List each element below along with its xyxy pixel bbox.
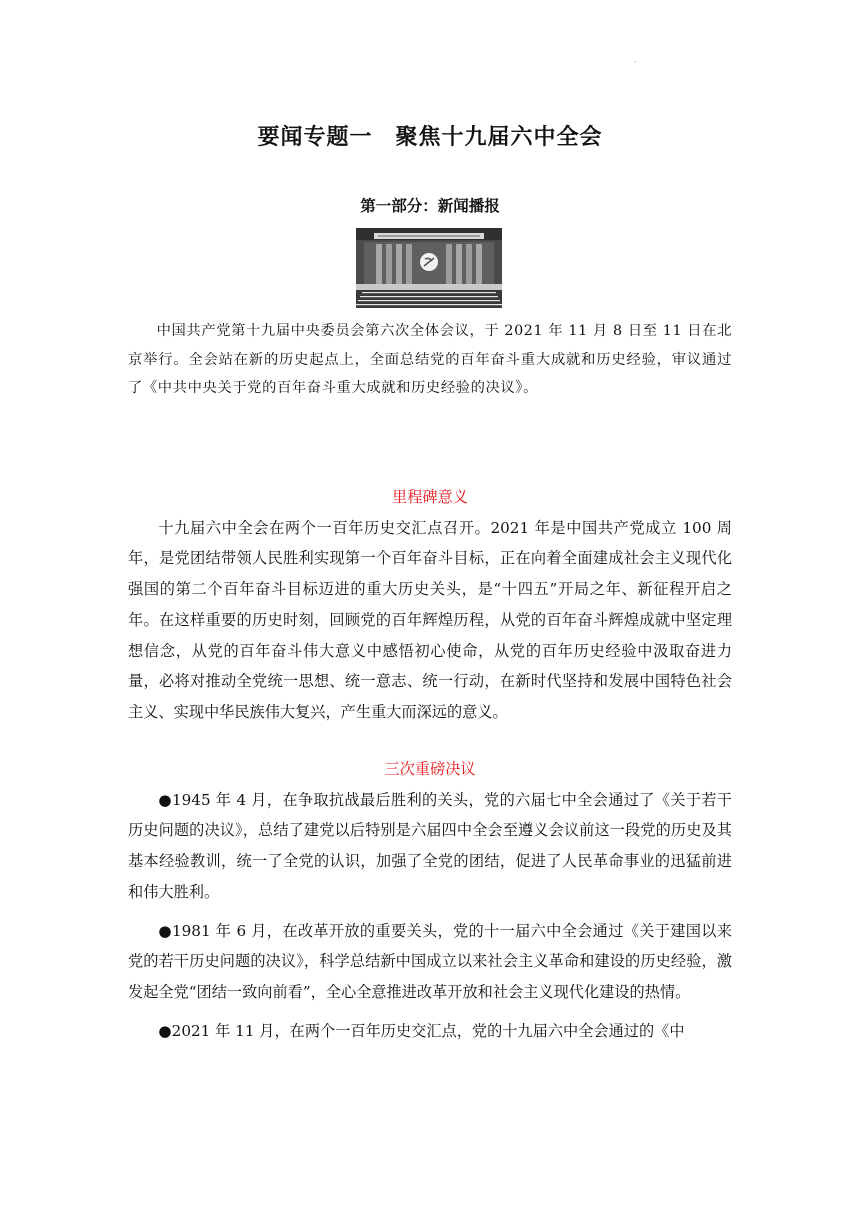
intro-section [128,317,732,403]
corner-mark: · [634,58,637,67]
intro-paragraph: 中国共产党第十九届中央委员会第六次全体会议，于 2021 年 11 月 8 日至 11 日在北京举行。全会站在新的历史起点上，全面总结党的百年奋斗重大成就和历史经验，审议通过了《中共中央关于党的百年奋斗重大成就和历史经验的决议》。 [128,323,732,397]
bullet-icon: ● [158,1021,172,1040]
resolutions-section [128,754,732,1054]
photo-banner-text [378,235,480,236]
part-heading: 第一部分：新闻播报 [360,197,500,215]
bullet-icon: ● [158,921,172,940]
milestone-section [128,482,732,728]
resolution-item-2021 [128,1016,732,1047]
bullet-icon: ● [158,790,172,809]
resolution-text: 2021 年 11 月，在两个一百年历史交汇点，党的十九届六中全会通过的《中 [171,1021,685,1040]
photo-stage-edge [356,284,502,290]
plenary-session-photo [356,228,502,308]
resolution-item-1981 [128,916,732,1008]
resolution-text: 1981 年 6 月，在改革开放的重要关头，党的十一届六中全会通过《关于建国以来党的若干历史问题的决议》，科学总结新中国成立以来社会主义革命和建设的历史经验，激发起全党“团结一致向前看”，全心全意推进改革开放和社会主义现代化建设的热情。 [128,921,732,1001]
resolution-item-1945 [128,785,732,908]
milestone-paragraph: 十九届六中全会在两个一百年历史交汇点召开。2021 年是中国共产党成立 100 周年，是党团结带领人民胜利实现第一个百年奋斗目标，正在向着全面建成社会主义现代化强国的第二个百年奋斗目标迈进的重大历史关头，是“十四五”开局之年、新征程开启之年。在这样重要的历史时刻，回顾党的百年辉煌历程，从党的百年奋斗辉煌成就中坚定理想信念，从党的百年奋斗伟大意义中感悟初心使命，从党的百年历史经验中汲取奋进力量，必将对推动全党统一思想、统一意志、统一行动，在新时代坚持和发展中国特色社会主义、实现中华民族伟大复兴，产生重大而深远的意义。 [128,518,732,721]
resolutions-heading: 三次重磅决议 [384,760,476,778]
resolution-text: 1945 年 4 月，在争取抗战最后胜利的关头，党的六届七中全会通过了《关于若干历史问题的决议》，总结了建党以后特别是六届四中全会至遵义会议前这一段党的历史及其基本经验教训，统一了全党的认识，加强了全党的团结，促进了人民革命事业的迅猛前进和伟大胜利。 [128,790,732,901]
page-title: 要闻专题一 聚焦十九届六中全会 [257,125,603,150]
milestone-heading: 里程碑意义 [392,488,468,506]
